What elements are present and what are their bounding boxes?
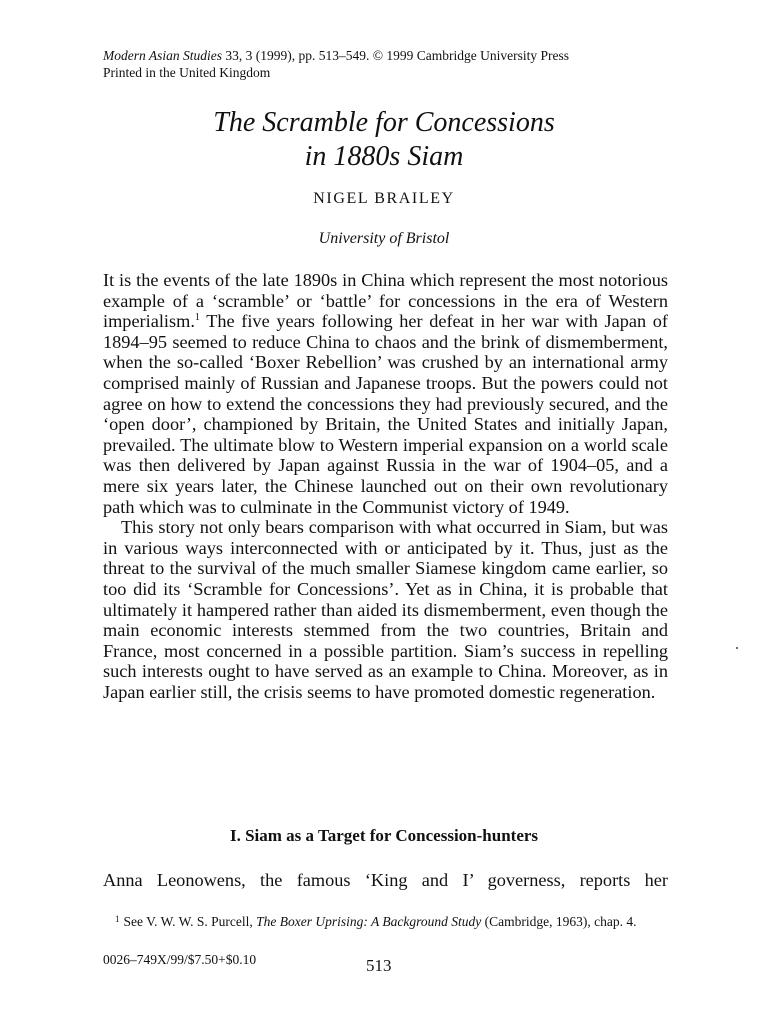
paragraph-1-part-1: It is the events of the late 1890s in China which represent the most notorious example of a ‘scramble’ or ‘battle’ for concessions in the era of Western imperialism.: [103, 270, 668, 332]
printed-line: Printed in the United Kingdom: [103, 65, 271, 80]
journal-name: Modern Asian Studies: [103, 48, 222, 63]
issn-code: 0026–749X/99/$7.50+$0.10: [103, 952, 257, 967]
paragraph-2: This story not only bears comparison with what occurred in Siam, but was in various ways interconnected with or anticipated by it. Thus, just as the threat to the survival of the much smaller Siamese kingdom came earlier, so too did its ‘Scramble for Concessions’. Yet as in China, it is probable that ultimately it hampered rather than aided its dismemberment, even though the main economic interests stemmed from the two countries, Britain and France, most concerned in a possible partition. Siam’s success in repelling such interests ought to have served as an example to China. Moreover, as in Japan earlier still, the crisis seems to have promoted domestic regeneration.: [103, 517, 668, 702]
footnote-text-before: See V. W. W. S. Purcell,: [123, 914, 257, 929]
footnote-text-after: (Cambridge, 1963), chap. 4.: [481, 914, 637, 929]
paragraph-1: [103, 270, 668, 517]
article-title: [0, 106, 768, 174]
author-name: NIGEL BRAILEY: [313, 190, 455, 207]
section-first-line: Anna Leonowens, the famous ‘King and I’ governess, reports her: [103, 870, 668, 890]
title-line-1: The Scramble for Concessions: [213, 107, 555, 138]
footnote-mark: 1: [115, 914, 120, 924]
page-number: 513: [366, 956, 392, 975]
footnote: [103, 910, 668, 931]
citation-line: [103, 47, 673, 64]
article-body: [103, 270, 668, 702]
paragraph-1-part-2: The five years following her defeat in her war with Japan of 1894–95 seemed to reduce China to chaos and the brink of dismemberment, when the so-called ‘Boxer Rebellion’ was crushed by an international army comprised mainly of Russian and Japanese troops. But the powers could not agree on how to extend the concessions they had previously secured, and the ‘open door’, championed by Britain, the United States and initially Japan, prevailed. The ultimate blow to Western imperial expansion on a world scale was then delivered by Japan against Russia in the war of 1904–05, and a mere six years later, the Chinese launched out on their own revolutionary path which was to culminate in the Communist victory of 1949.: [103, 311, 668, 517]
scan-speck: [736, 647, 738, 649]
footnote-book-title: The Boxer Uprising: A Background Study: [256, 914, 482, 929]
author-affiliation: University of Bristol: [318, 230, 450, 247]
title-line-2: in 1880s Siam: [304, 141, 464, 172]
journal-header: [103, 47, 673, 81]
journal-citation: 33, 3 (1999), pp. 513–549. © 1999 Cambridge University Press: [222, 48, 569, 63]
footnote-reference[interactable]: 1: [194, 312, 200, 324]
section-heading: I. Siam as a Target for Concession-hunters: [229, 826, 539, 845]
